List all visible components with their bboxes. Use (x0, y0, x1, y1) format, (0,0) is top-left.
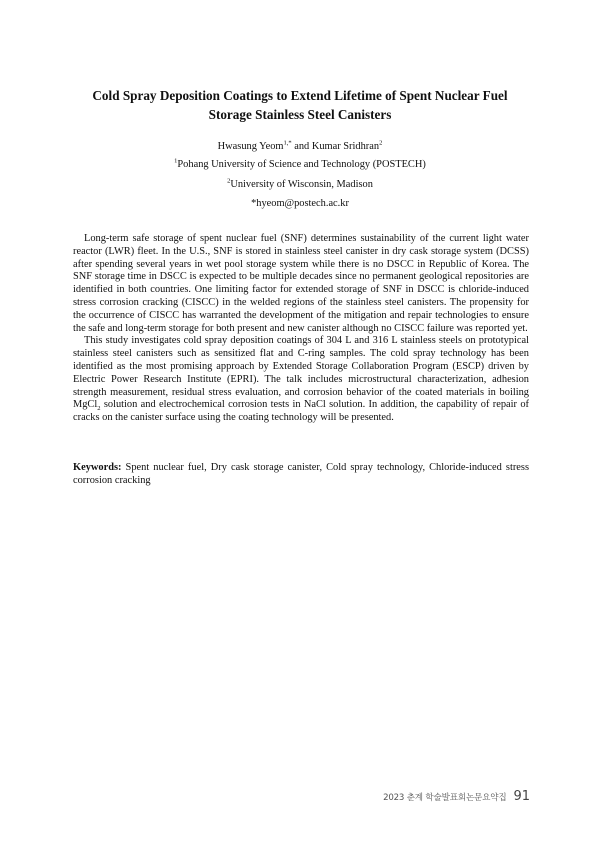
paper-title (70, 86, 530, 124)
abstract-paragraph-2: This study investigates cold spray deposition coatings of 304 L and 316 L stainless steels on prototypical stainless steel canisters such as sensitized flat and C-ring samples. The cold spray technology has been identified as the most promising approach by Extended Storage Collaboration Program (ESCP) driven by Electric Power Research Institute (EPRI). The talk includes microstructural characterization, adhesion strength measurement, residual stress evaluation, and corrosion behavior of the coated materials in boiling MgCl$_2$ solution and electrochemical corrosion tests in NaCl solution. In addition, the capability of repair of cracks on the canister surface using the coating technology will be presented. (73, 335, 529, 424)
title-line-1: Cold Spray Deposition Coatings to Extend Lifetime of Spent Nuclear Fuel (92, 88, 508, 103)
title-line-2: Storage Stainless Steel Canisters (208, 107, 392, 122)
subscript: 2 (97, 405, 101, 413)
abstract-paragraph-1: Long-term safe storage of spent nuclear fuel (SNF) determines sustainability of the current light water reactor (LWR) fleet. In the U.S., SNF is stored in stainless steel canister in dry cask storage system (DCSS) after spending several years in wet pool storage system while there is no DSCC in Republic of Korea. The SNF storage time in DSCC is expected to be multiple decades since no permanent geological repositories are identified in both countries. One limiting factor for extended storage of SNF in DSCC is chloride-induced stress corrosion cracking (CISCC) in the welded regions of the stainless steel canisters. The propensity for the occurrence of CISCC has warranted the development of the mitigation and repair technologies to ensure the safe and long-term storage for both present and new canister although no CISCC failure was reported yet. (73, 233, 529, 334)
keywords-label: Keywords: (73, 462, 122, 473)
page-footer (383, 789, 530, 804)
affiliation-1-text: Pohang University of Science and Technology (POSTECH) (177, 159, 426, 170)
conference-name: 2023 춘계 학술발표회논문요약집 (383, 793, 507, 803)
author-1-name: Hwasung Yeom (217, 141, 284, 152)
page-number: 91 (513, 789, 530, 804)
author-conjunction: and (291, 141, 312, 152)
affiliation-2 (70, 178, 530, 191)
corresponding-email: *hyeom@postech.ac.kr (251, 198, 349, 209)
author-1-affiliation-mark: 1,* (283, 139, 292, 147)
affiliation-1-mark: 1 (174, 157, 178, 165)
keywords-text: Spent nuclear fuel, Dry cask storage canister, Cold spray technology, Chloride-induced stress corrosion cracking (73, 462, 529, 486)
affiliation-2-mark: 2 (227, 177, 231, 185)
affiliation-2-text: University of Wisconsin, Madison (230, 179, 373, 190)
author-list (70, 140, 530, 153)
author-2-affiliation-mark: 2 (379, 139, 383, 147)
keywords (73, 461, 529, 487)
author-2-name: Kumar Sridhran (311, 141, 380, 152)
abstract-body (73, 233, 529, 425)
affiliation-1 (70, 158, 530, 171)
